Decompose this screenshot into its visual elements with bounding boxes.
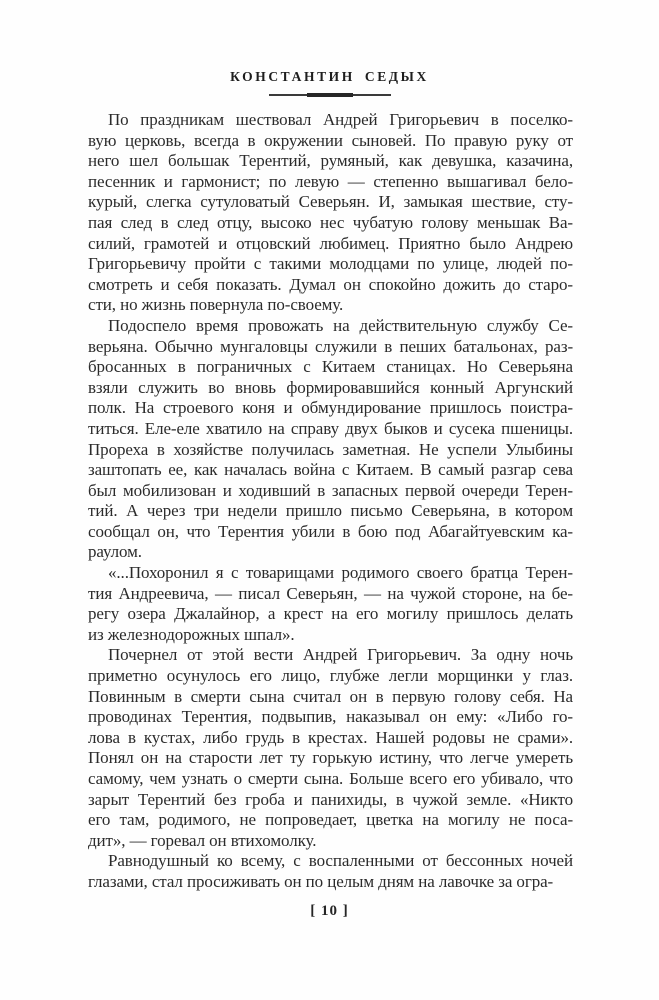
text-line: песенник и гармонист; по левую — степенно вышагивал бело- <box>88 171 573 191</box>
text-line: бросанных в пограничных с Китаем станицах. Но Северьяна <box>88 357 573 377</box>
text-line: регу озера Джалайнор, а крест на его могилу пришлось делать <box>88 604 573 624</box>
text-line: По праздникам шествовал Андрей Григорьевич в поселко- <box>108 110 573 129</box>
page-number: [ 10 ] <box>310 903 349 919</box>
text-line: взяли служить во вновь формировавшийся конный Аргунский <box>88 377 573 397</box>
text-line: смотреть и себя показать. Думал он спокойно дожить до старо- <box>88 274 573 294</box>
text-line: дит», — горевал он втихомолку. <box>88 830 317 850</box>
ornament-thick-bar <box>307 93 353 97</box>
text-line: лова в кустах, либо грудь в крестах. Нашей родовы не срами». <box>88 727 573 747</box>
running-header-author: КОНСТАНТИН СЕДЫХ <box>230 69 429 84</box>
text-line: него шел большак Терентий, румяный, как девушка, казачина, <box>88 151 573 171</box>
text-line: раулом. <box>88 542 142 562</box>
text-line: Почернел от этой вести Андрей Григорьевич. За одну ночь <box>108 645 573 665</box>
text-line: тия Андреевича, — писал Северьян, — на чужой стороне, на бе- <box>88 583 573 603</box>
text-line: Подоспело время провожать на действительную службу Се- <box>108 315 573 335</box>
text-line: вую церковь, всегда в окружении сыновей. По правую руку от <box>88 130 573 150</box>
text-line: титься. Еле-еле хватило на справу двух быков и сусека пшеницы. <box>88 418 573 438</box>
text-line: его там, родимого, не попроведает, цветка на могилу не поса- <box>88 810 573 830</box>
body-text <box>88 110 573 893</box>
text-line: Повинным в смерти сына считал он в первую голову себя. На <box>88 686 573 706</box>
text-line: Прореха в хозяйстве получилась заметная. Не успели Улыбины <box>88 439 573 459</box>
text-line: из железнодорожных шпал». <box>88 624 295 644</box>
text-line: Григорьевичу пройти с такими молодцами по улице, людей по- <box>88 254 573 274</box>
text-line: заштопать ее, как началась война с Китаем. В самый разгар сева <box>88 460 573 480</box>
text-line: глазами, стал просиживать он по целым дням на лавочке за огра- <box>88 871 554 891</box>
text-line: курый, слегка сутуловатый Северьян. И, замыкая шествие, сту- <box>88 192 573 212</box>
text-line: самому, чем узнать о смерти сына. Больше всего его убивало, что <box>88 769 573 788</box>
text-line: сообщал он, что Терентия убили в бою под Абагайтуевским ка- <box>88 521 573 541</box>
text-line: пая след в след отцу, высоко нес чубатую голову меньшак Ва- <box>88 212 573 232</box>
text-line: зарыт Терентий без гроба и панихиды, в чужой земле. «Никто <box>88 789 573 809</box>
text-line: Равнодушный ко всему, с воспаленными от бессонных ночей <box>108 851 573 871</box>
header-divider-ornament <box>269 93 391 97</box>
text-line: полк. На строевого коня и обмундирование пришлось поистра- <box>88 398 573 418</box>
text-line: проводинах Терентия, подвыпив, наказывал он ему: «Либо го- <box>88 707 573 727</box>
text-line: Понял он на старости лет ту горькую истину, что легче умереть <box>88 748 573 768</box>
text-line: верьяна. Обычно мунгаловцы служили в пеших батальонах, раз- <box>88 336 573 356</box>
text-line: был мобилизован и ходивший в запасных первой очереди Терен- <box>88 480 573 500</box>
text-line: приметно осунулось его лицо, глубже легли морщинки у глаз. <box>88 666 573 686</box>
text-line: «...Похоронил я с товарищами родимого своего братца Терен- <box>108 563 573 583</box>
text-line: тий. А через три недели пришло письмо Северьяна, в котором <box>88 501 573 521</box>
text-line: силий, грамотей и отцовский любимец. Приятно было Андрею <box>88 233 573 253</box>
text-line: сти, но жизнь повернула по-своему. <box>88 295 344 315</box>
